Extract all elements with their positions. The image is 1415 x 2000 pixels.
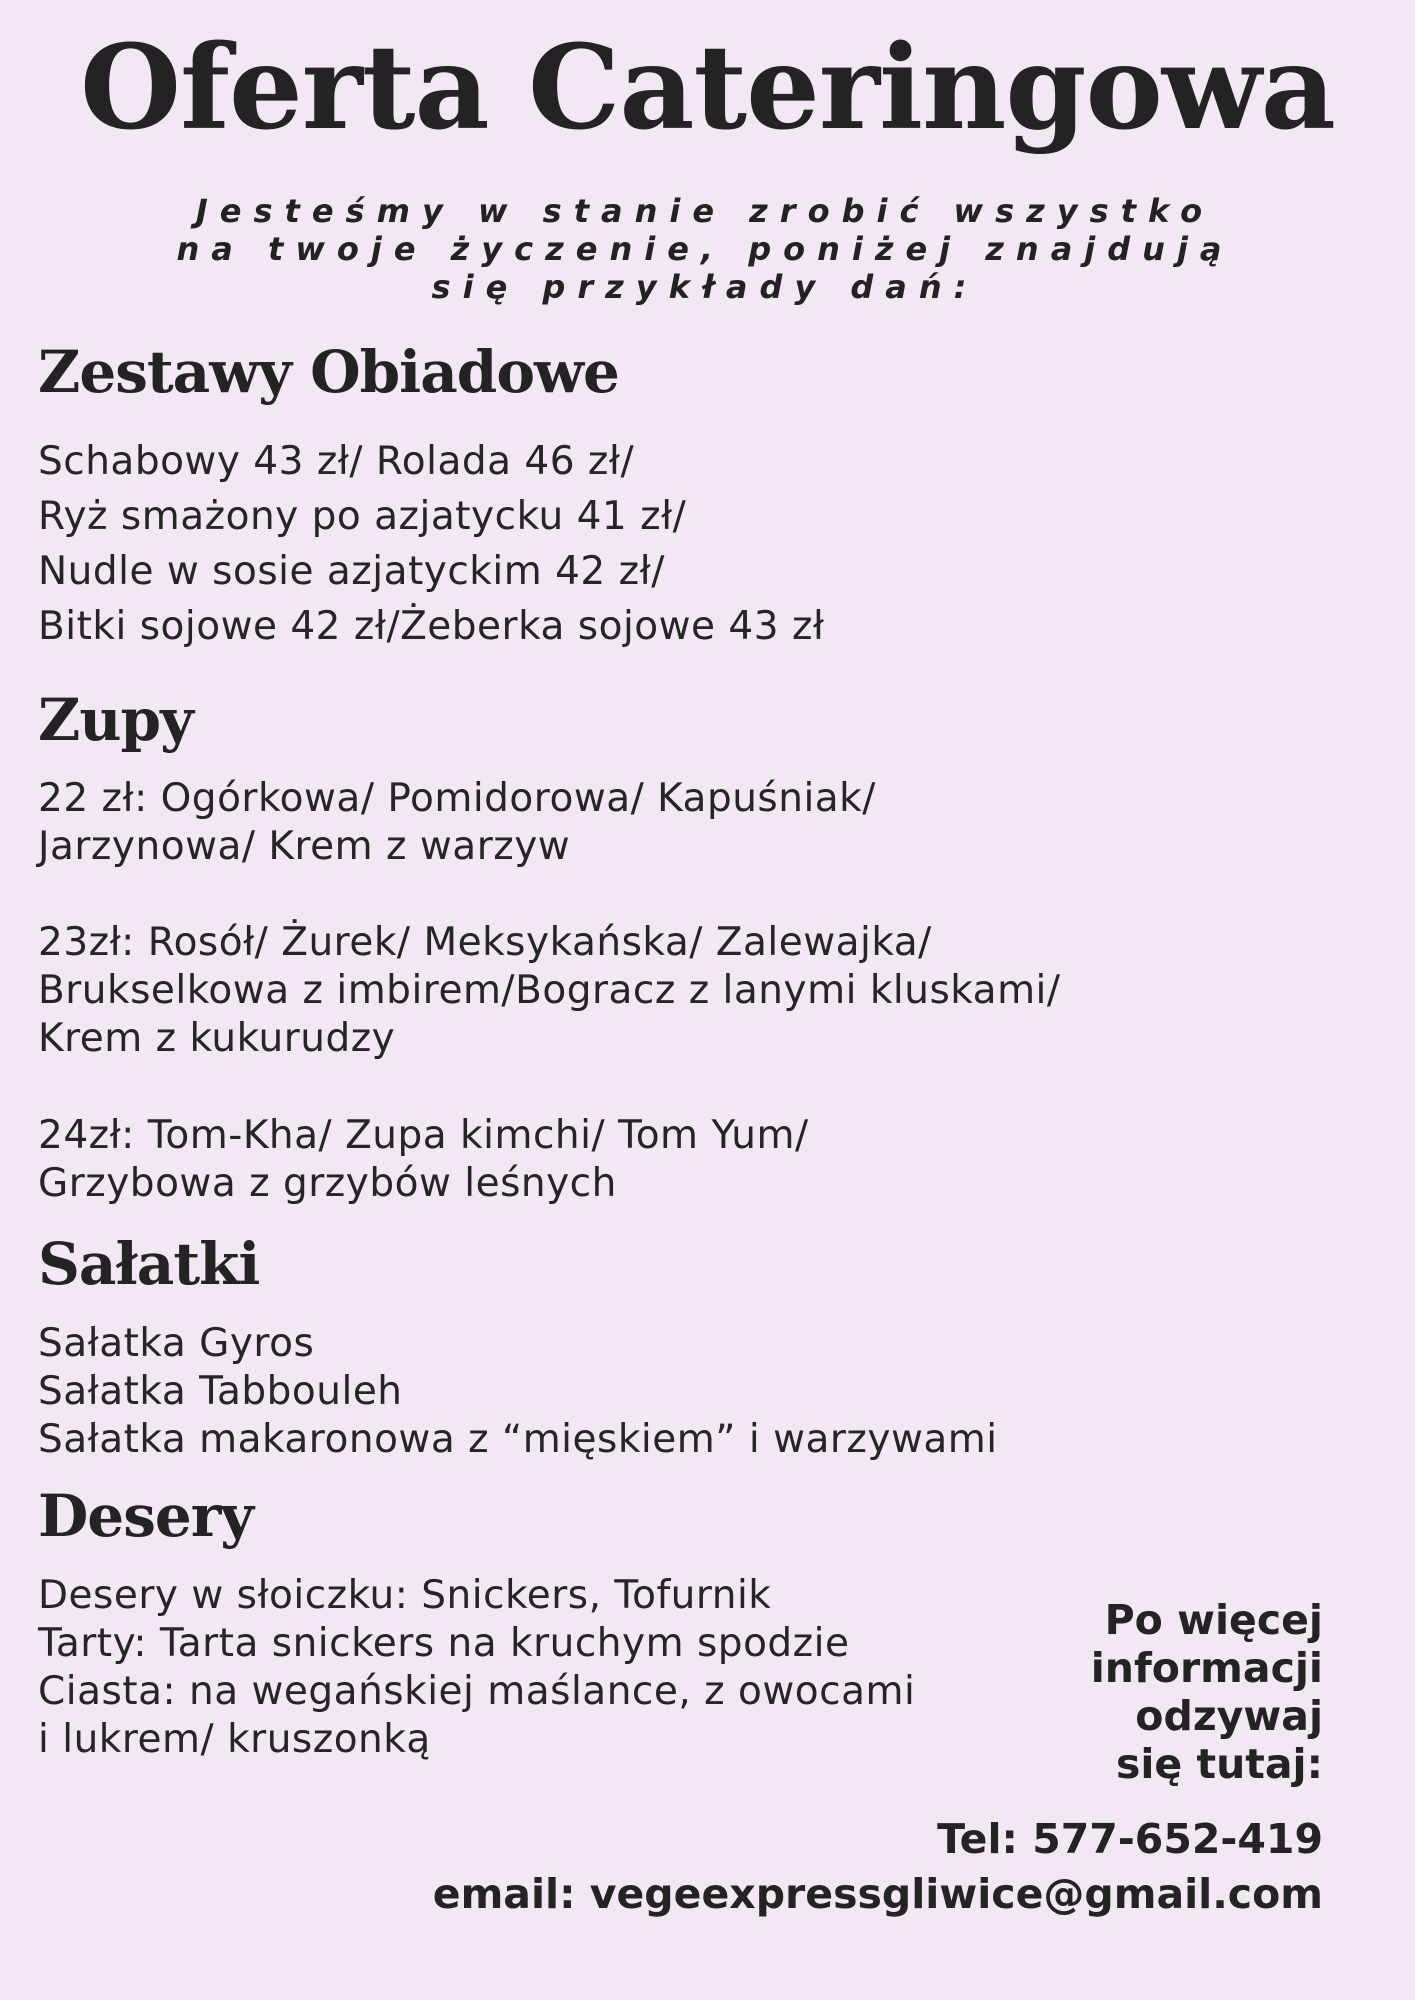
section-heading-zupy: Zupy	[38, 686, 193, 754]
menu-item: Ciasta: na wegańskiej maślance, z owocami	[38, 1669, 916, 1714]
menu-item: Ryż smażony po azjatycku 41 zł/	[38, 494, 687, 539]
salatki-list	[38, 1320, 998, 1464]
zupy-group-23	[38, 919, 1061, 1063]
contact-prompt-line: się tutaj:	[1115, 1740, 1323, 1788]
menu-item: Sałatka Tabbouleh	[38, 1369, 403, 1414]
menu-item: Krem z kukurudzy	[38, 1016, 396, 1061]
intro-text	[120, 192, 1290, 306]
contact-prompt-line: informacji	[1090, 1644, 1323, 1692]
menu-item: Grzybowa z grzybów leśnych	[38, 1161, 617, 1206]
menu-item: Tarty: Tarta snickers na kruchym spodzie	[38, 1621, 850, 1666]
phone-number[interactable]: Tel: 577-652-419	[937, 1815, 1323, 1863]
menu-item: Sałatka Gyros	[38, 1321, 315, 1366]
intro-line: Jesteśmy w stanie zrobić wszystko	[195, 192, 1215, 230]
menu-item: Sałatka makaronowa z “mięskiem” i warzywami	[38, 1417, 998, 1462]
menu-item: Brukselkowa z imbirem/Bogracz z lanymi kluskami/	[38, 968, 1061, 1013]
email-address[interactable]: email: vegeexpressgliwice@gmail.com	[432, 1870, 1323, 1918]
zupy-group-24	[38, 1112, 809, 1208]
zupy-group-22	[38, 775, 876, 871]
menu-item: Bitki sojowe 42 zł/Żeberka sojowe 43 zł	[38, 604, 825, 649]
desery-list	[38, 1572, 915, 1764]
menu-item: 22 zł: Ogórkowa/ Pomidorowa/ Kapuśniak/	[38, 776, 876, 821]
contact-prompt	[1091, 1596, 1323, 1788]
contact-prompt-line: Po więcej	[1104, 1596, 1323, 1644]
menu-item: i lukrem/ kruszonką	[38, 1717, 431, 1762]
intro-line: się przykłady dań:	[431, 268, 979, 306]
menu-item: Schabowy 43 zł/ Rolada 46 zł/	[38, 439, 635, 484]
section-heading-desery: Desery	[38, 1482, 254, 1550]
menu-item: Desery w słoiczku: Snickers, Tofurnik	[38, 1573, 772, 1618]
intro-line: na twoje życzenie, poniżej znajdują	[176, 230, 1234, 268]
obiadowe-list	[38, 434, 825, 654]
menu-item: 24zł: Tom-Kha/ Zupa kimchi/ Tom Yum/	[38, 1113, 809, 1158]
page-title: Oferta Cateringowa	[80, 20, 1335, 156]
menu-item: Nudle w sosie azjatyckim 42 zł/	[38, 549, 665, 594]
contact-details	[433, 1812, 1323, 1922]
menu-item: 23zł: Rosół/ Żurek/ Meksykańska/ Zalewajka/	[38, 920, 932, 965]
contact-prompt-line: odzywaj	[1135, 1692, 1323, 1740]
section-heading-obiadowe: Zestawy Obiadowe	[38, 338, 619, 406]
section-heading-salatki: Sałatki	[38, 1230, 260, 1298]
menu-item: Jarzynowa/ Krem z warzyw	[38, 824, 571, 869]
